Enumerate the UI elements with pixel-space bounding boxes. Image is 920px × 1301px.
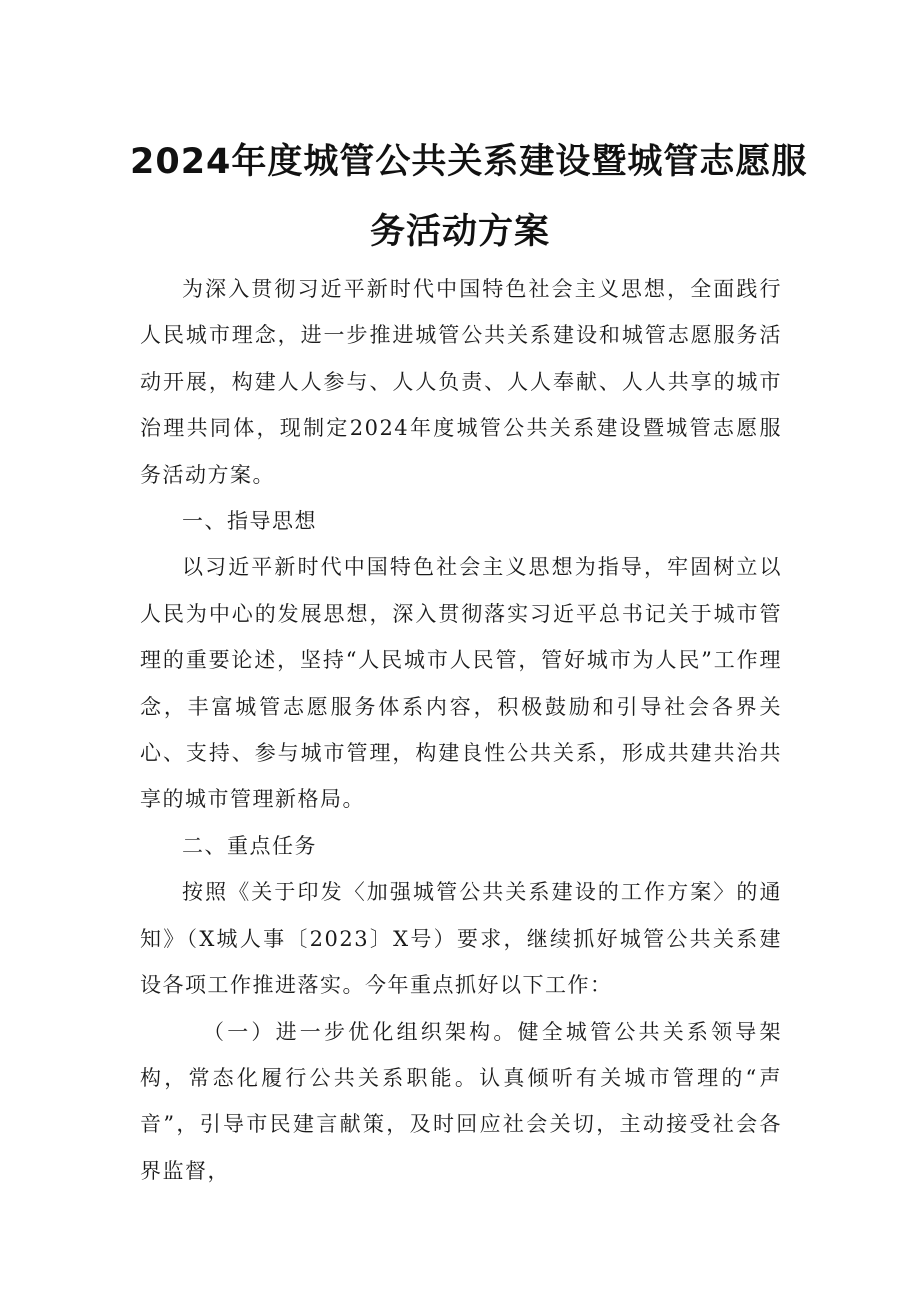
- document-body: [140, 266, 782, 1194]
- document-title-line-1: 2024年度城管公共关系建设暨城管志愿服: [130, 142, 808, 182]
- section-heading-guiding-ideology: 一、指导思想: [182, 509, 317, 534]
- document-title-line-2: 务活动方案: [369, 212, 550, 252]
- key-tasks-paragraph: 按照《关于印发〈加强城管公共关系建设的工作方案〉的通知》（X城人事〔2023〕X号）要求，继续抓好城管公共关系建设各项工作推进落实。今年重点抓好以下工作：: [140, 880, 782, 998]
- guiding-ideology-paragraph: 以习近平新时代中国特色社会主义思想为指导，牢固树立以人民为中心的发展思想，深入贯彻落实习近平总书记关于城市管理的重要论述，坚持“人民城市人民管，管好城市为人民”工作理念，丰富城管志愿服务体系内容，积极鼓励和引导社会各界关心、支持、参与城市管理，构建良性公共关系，形成共建共治共享的城市管理新格局。: [140, 555, 782, 812]
- intro-paragraph: 为深入贯彻习近平新时代中国特色社会主义思想，全面践行人民城市理念，进一步推进城管公共关系建设和城管志愿服务活动开展，构建人人参与、人人负责、人人奉献、人人共享的城市治理共同体，现制定2024年度城管公共关系建设暨城管志愿服务活动方案。: [140, 277, 782, 487]
- subsection-optimize-structure-paragraph: （一）进一步优化组织架构。健全城管公共关系领导架构，常态化履行公共关系职能。认真倾听有关城市管理的“声音”，引导市民建言献策，及时回应社会关切，主动接受社会各界监督，: [140, 1019, 782, 1183]
- section-heading-key-tasks: 二、重点任务: [182, 833, 317, 858]
